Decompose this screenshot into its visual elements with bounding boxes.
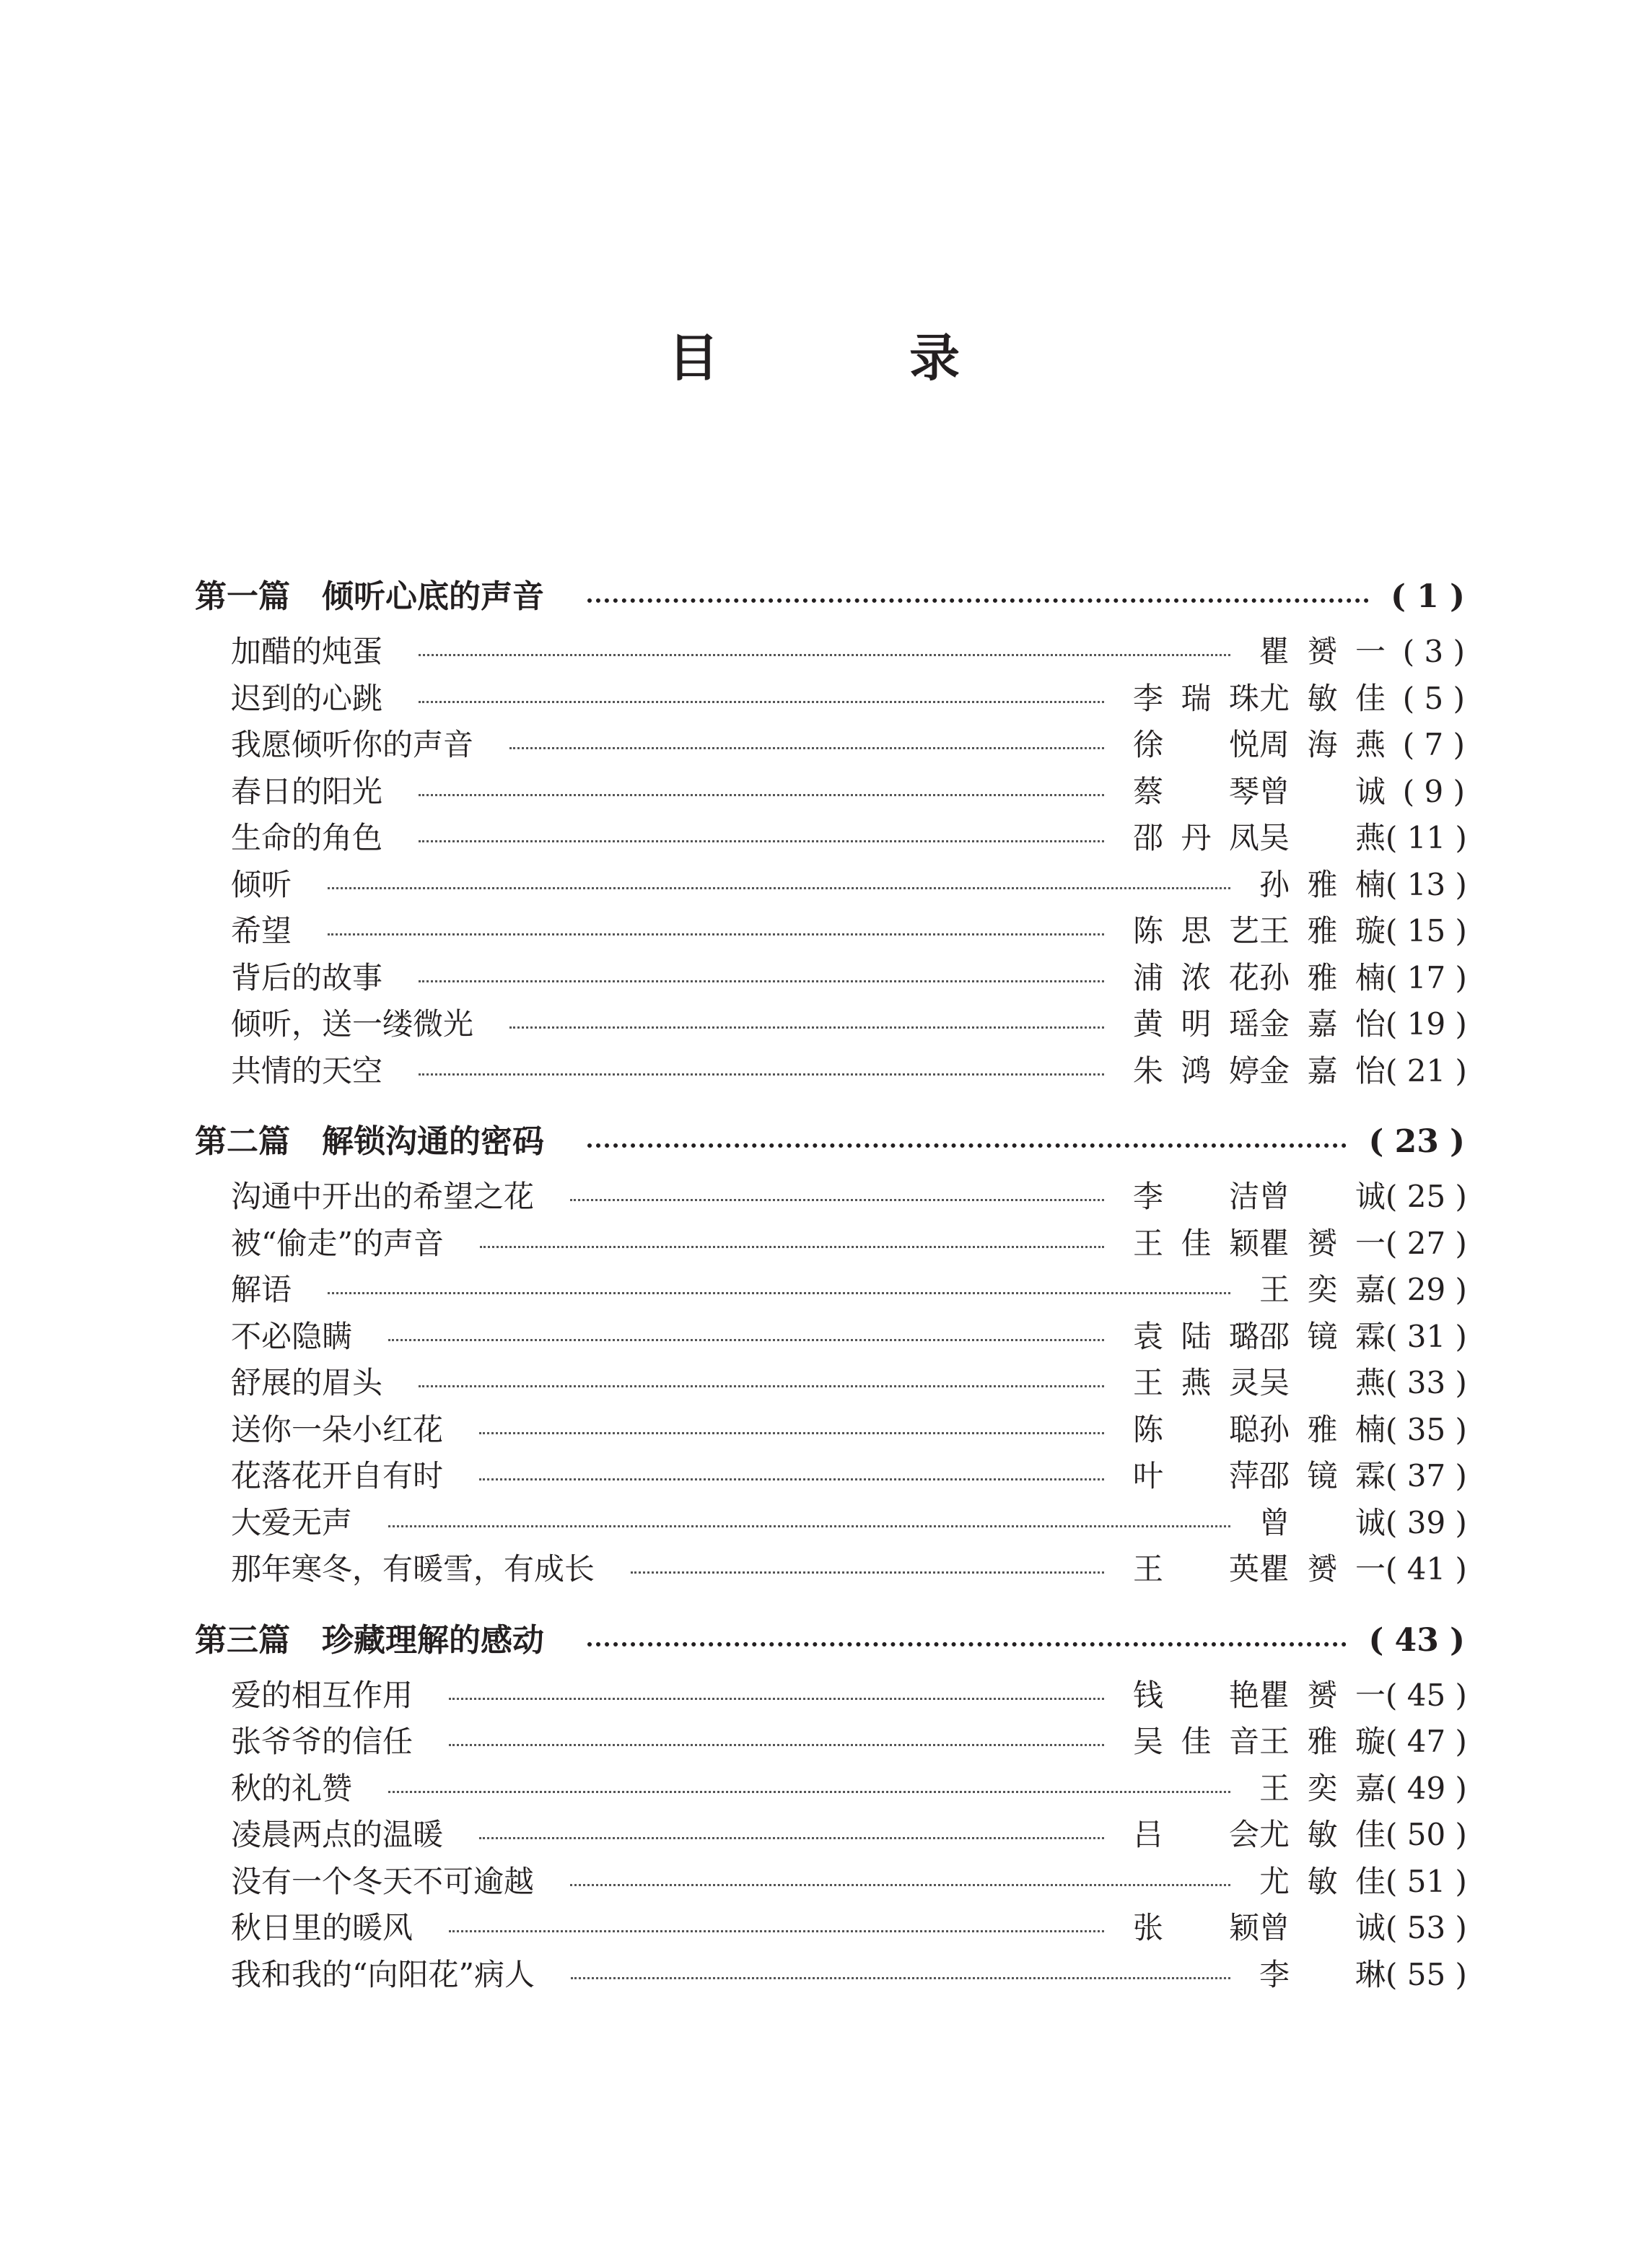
dot-leader [479,1837,1104,1839]
dot-leader [328,1292,1230,1294]
entry-page-number: ( 51 ) [1386,1863,1467,1899]
author-name: 邵镜霖 [1259,1458,1386,1493]
entry-authors [1133,1313,1386,1356]
dot-leader [388,1791,1230,1793]
entry-page-number: ( 41 ) [1386,1551,1467,1587]
author-name: 王雅璇 [1259,913,1386,948]
author-name: 曾 诚 [1259,773,1386,809]
dot-leader [449,1930,1104,1932]
dot-leader [449,1698,1104,1700]
entry-title: 背后的故事 [231,959,383,995]
author-name: 瞿赟一 [1259,1225,1386,1261]
part-entries [195,1672,1465,1998]
author-name: 尤敏佳 [1259,680,1386,716]
author-name: 尤敏佳 [1259,1817,1386,1852]
entry-authors [1133,954,1386,998]
dot-leader [570,1884,1230,1886]
dot-leader [419,840,1104,842]
dot-leader [419,1385,1104,1387]
entry-authors [1133,814,1386,858]
author-name: 蔡 琴 [1133,773,1259,809]
dot-leader [509,1026,1104,1029]
entry-title: 送你一朵小红花 [231,1411,444,1447]
entry-page-number: ( 3 ) [1402,634,1465,669]
toc-entry[interactable] [195,1266,1465,1313]
entry-page-number: ( 15 ) [1386,913,1467,948]
entry-authors [1133,1452,1386,1496]
dot-leader [419,1073,1104,1076]
entry-page-number: ( 39 ) [1386,1504,1467,1540]
toc-entry[interactable] [195,675,1465,722]
toc-entry[interactable] [195,1858,1465,1905]
entry-title: 大爱无声 [231,1504,353,1540]
dot-leader [509,747,1104,749]
author-name: 王燕灵 [1133,1365,1259,1400]
entry-authors [1133,1672,1386,1715]
author-name: 邵丹凤 [1133,820,1259,855]
author-name: 张 颖 [1133,1910,1259,1945]
part-entries [195,1173,1465,1592]
author-name: 王 英 [1133,1551,1259,1587]
part-page-number: ( 1 ) [1391,578,1465,615]
dot-leader [419,980,1104,982]
dot-leader [480,1246,1104,1248]
entry-page-number: ( 47 ) [1386,1724,1467,1759]
entry-title: 没有一个冬天不可逾越 [231,1863,535,1899]
author-name: 吴 燕 [1259,820,1386,855]
entry-page-number: ( 11 ) [1386,820,1467,855]
entry-title: 秋日里的暖风 [231,1910,413,1945]
entry-title: 倾听，送一缕微光 [231,1006,474,1042]
part-entries [195,628,1465,1094]
author-name: 曾 诚 [1259,1504,1386,1540]
author-name: 邵镜霖 [1259,1318,1386,1354]
author-name: 瞿赟一 [1259,1551,1386,1587]
part-page-number: ( 43 ) [1368,1621,1465,1659]
entry-page-number: ( 31 ) [1386,1318,1467,1354]
part-title: 第三篇 珍藏理解的感动 [195,1621,544,1659]
entry-authors [1259,1266,1386,1309]
entry-authors [1259,1765,1386,1808]
dot-leader [571,1977,1230,1979]
page-title: 目 录 [668,328,1047,388]
entry-title: 舒展的眉头 [231,1365,383,1400]
part-heading[interactable] [195,1614,1465,1660]
author-name: 王奕嘉 [1259,1272,1386,1307]
toc-entry[interactable] [195,1811,1465,1858]
entry-page-number: ( 17 ) [1386,959,1467,995]
toc-entry[interactable] [195,1220,1465,1267]
author-name: 李 琳 [1259,1956,1386,1992]
toc-entry[interactable] [195,1672,1465,1719]
entry-title: 我和我的“向阳花”病人 [231,1956,535,1992]
entry-authors [1259,1951,1386,1994]
part-heading[interactable] [195,1115,1465,1161]
entry-authors [1133,768,1386,811]
author-name: 李瑞珠 [1133,680,1259,716]
entry-authors [1133,675,1386,718]
entry-title: 被“偷走”的声音 [231,1225,444,1261]
toc-entry[interactable] [195,814,1465,861]
author-name: 孙雅楠 [1259,959,1386,995]
entry-page-number: ( 21 ) [1386,1052,1467,1089]
author-name: 曾 诚 [1259,1179,1386,1214]
entry-authors [1133,1545,1386,1589]
entry-title: 秋的礼赞 [231,1770,353,1806]
author-name: 陈思艺 [1133,913,1259,948]
entry-page-number: ( 33 ) [1386,1365,1467,1400]
dot-leader [328,887,1230,889]
entry-authors [1133,1220,1386,1263]
author-name: 王奕嘉 [1259,1770,1386,1806]
entry-page-number: ( 49 ) [1386,1770,1467,1806]
toc-entry[interactable] [195,1359,1465,1406]
toc-entry[interactable] [195,1173,1465,1220]
entry-authors [1133,1904,1386,1948]
toc-entry[interactable] [195,1765,1465,1812]
dot-leader [449,1744,1104,1746]
toc-entry[interactable] [195,628,1465,675]
author-name: 孙雅楠 [1259,866,1386,902]
entry-title: 迟到的心跳 [231,680,383,716]
author-name: 吴佳音 [1133,1724,1259,1759]
entry-authors [1259,861,1386,904]
toc-entry[interactable] [195,1718,1465,1765]
table-of-contents [195,570,1465,2019]
author-name: 李 洁 [1133,1179,1259,1214]
entry-title: 张爷爷的信任 [231,1724,413,1759]
author-name: 叶 萍 [1133,1458,1259,1493]
entry-page-number: ( 37 ) [1386,1458,1467,1493]
entry-authors [1259,1858,1386,1901]
part-page-number: ( 23 ) [1368,1123,1465,1160]
entry-page-number: ( 5 ) [1402,680,1465,716]
dot-leader [419,701,1104,703]
toc-entry[interactable] [195,1951,1465,1998]
author-name: 袁陆璐 [1133,1318,1259,1354]
toc-entry[interactable] [195,1313,1465,1360]
entry-page-number: ( 35 ) [1386,1411,1467,1447]
entry-authors [1133,1718,1386,1761]
author-name: 尤敏佳 [1259,1863,1386,1899]
author-name: 吕 会 [1133,1817,1259,1852]
dot-leader [388,1339,1104,1341]
entry-title: 加醋的炖蛋 [231,634,383,669]
dot-leader [631,1571,1104,1574]
dot-leader [419,794,1104,796]
entry-authors [1133,907,1386,951]
toc-entry[interactable] [195,907,1465,954]
toc-entry[interactable] [195,1000,1465,1047]
entry-title: 那年寒冬，有暖雪，有成长 [231,1551,595,1587]
toc-entry[interactable] [195,1545,1465,1592]
entry-page-number: ( 53 ) [1386,1910,1467,1945]
entry-authors [1133,1173,1386,1216]
dot-leader [479,1432,1104,1434]
author-name: 金嘉怡 [1259,1052,1386,1089]
entry-page-number: ( 50 ) [1386,1817,1467,1852]
toc-entry[interactable] [195,721,1465,768]
toc-entry[interactable] [195,1499,1465,1546]
author-name: 黄明瑶 [1133,1006,1259,1042]
author-name: 朱鸿婷 [1133,1052,1259,1089]
dot-leader [587,598,1369,603]
entry-authors [1133,1000,1386,1044]
entry-page-number: ( 9 ) [1402,773,1465,809]
part-heading[interactable] [195,570,1465,616]
author-name: 徐 悦 [1133,727,1259,762]
entry-page-number: ( 27 ) [1386,1225,1467,1261]
entry-title: 凌晨两点的温暖 [231,1817,444,1852]
entry-authors [1133,1047,1386,1091]
dot-leader [479,1478,1104,1480]
part-title: 第二篇 解锁沟通的密码 [195,1123,544,1160]
toc-entry[interactable] [195,861,1465,908]
author-name: 浦浓花 [1133,959,1259,995]
entry-authors [1133,1811,1386,1854]
toc-entry[interactable] [195,1452,1465,1499]
part-title: 第一篇 倾听心底的声音 [195,578,544,615]
entry-title: 不必隐瞒 [231,1318,353,1354]
entry-title: 生命的角色 [231,820,383,855]
dot-leader [328,933,1104,935]
author-name: 王佳颖 [1133,1225,1259,1261]
dot-leader [388,1525,1230,1527]
entry-page-number: ( 29 ) [1386,1272,1467,1307]
entry-page-number: ( 13 ) [1386,866,1467,902]
author-name: 陈 聪 [1133,1411,1259,1447]
entry-title: 希望 [231,913,292,948]
entry-authors [1133,1359,1386,1403]
author-name: 吴 燕 [1259,1365,1386,1400]
entry-page-number: ( 7 ) [1402,727,1465,762]
dot-leader [419,654,1230,656]
entry-title: 春日的阳光 [231,773,383,809]
entry-page-number: ( 55 ) [1386,1956,1467,1992]
author-name: 金嘉怡 [1259,1006,1386,1042]
entry-title: 沟通中开出的希望之花 [231,1179,535,1214]
entry-page-number: ( 45 ) [1386,1677,1467,1713]
dot-leader [587,1143,1347,1148]
entry-page-number: ( 25 ) [1386,1179,1467,1214]
toc-entry[interactable] [195,954,1465,1001]
toc-entry[interactable] [195,1406,1465,1453]
entry-title: 解语 [231,1272,292,1307]
author-name: 曾 诚 [1259,1910,1386,1945]
entry-title: 花落花开自有时 [231,1458,444,1493]
entry-authors [1133,721,1386,764]
toc-entry[interactable] [195,768,1465,815]
toc-entry[interactable] [195,1047,1465,1094]
author-name: 周海燕 [1259,727,1386,762]
dot-leader [570,1199,1104,1201]
entry-title: 爱的相互作用 [231,1677,413,1713]
entry-title: 我愿倾听你的声音 [231,727,474,762]
entry-authors [1133,1406,1386,1449]
author-name: 王雅璇 [1259,1724,1386,1759]
entry-title: 共情的天空 [231,1052,383,1089]
author-name: 钱 艳 [1133,1677,1259,1713]
entry-page-number: ( 19 ) [1386,1006,1467,1042]
author-name: 孙雅楠 [1259,1411,1386,1447]
toc-entry[interactable] [195,1904,1465,1951]
entry-authors [1259,628,1386,671]
entry-title: 倾听 [231,866,292,902]
author-name: 瞿赟一 [1259,1677,1386,1713]
entry-authors [1259,1499,1386,1543]
dot-leader [587,1642,1347,1647]
author-name: 瞿赟一 [1259,634,1386,669]
